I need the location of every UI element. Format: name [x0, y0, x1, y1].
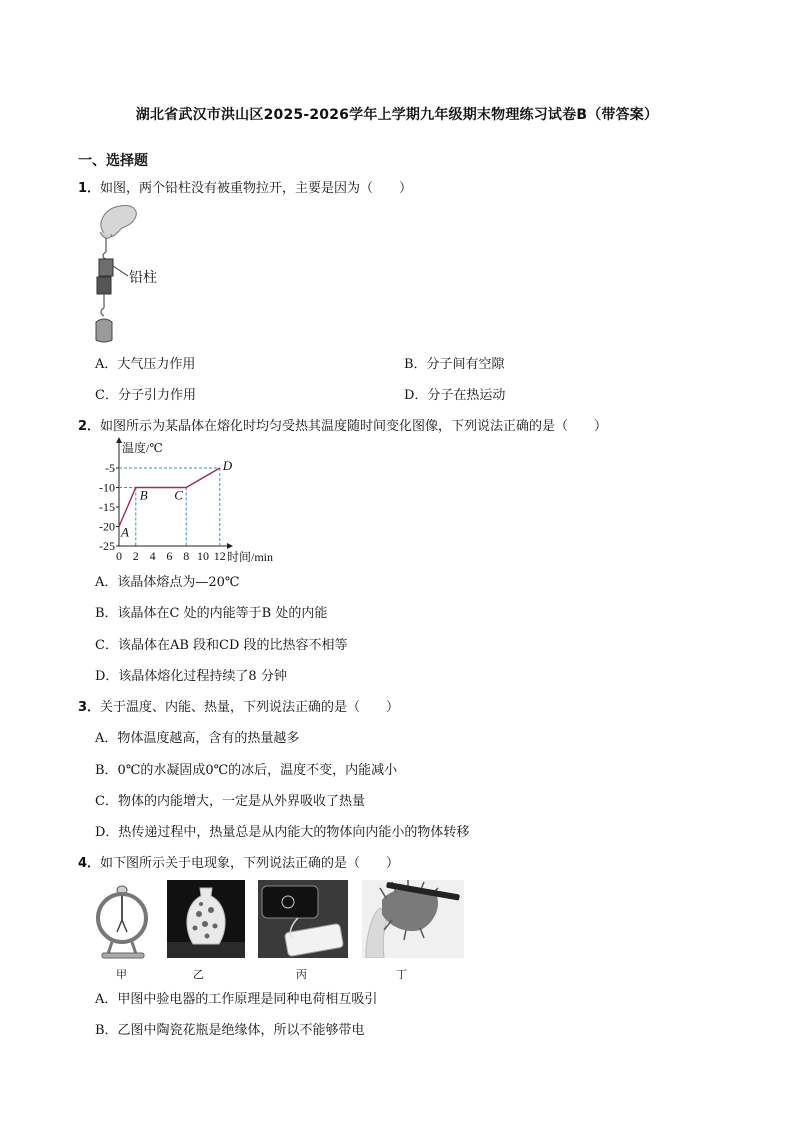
x-tick-label-4: 8 [183, 549, 190, 563]
option-d[interactable]: D．热传递过程中，热量总是从内能大的物体向内能小的物体转移 [95, 825, 470, 840]
section-heading: 一、选择题 [78, 153, 148, 169]
option-b[interactable]: B．乙图中陶瓷花瓶是绝缘体，所以不能够带电 [95, 1023, 365, 1038]
option-a[interactable]: A．物体温度越高，含有的热量越多 [95, 731, 300, 746]
question-4 [78, 852, 399, 871]
caption-ding: 丁 [396, 968, 407, 981]
x-tick-label-2: 4 [149, 549, 156, 563]
question-number: 3． [78, 700, 101, 715]
question-number: 4． [78, 856, 101, 871]
option-b[interactable]: B．0℃的水凝固成0℃的冰后，温度不变，内能减小 [95, 763, 398, 778]
y-tick-label-1: -10 [99, 480, 115, 495]
option-a[interactable]: A．大气压力作用 [95, 357, 196, 372]
porcelain-vase-figure [167, 880, 245, 958]
option-d[interactable]: D．分子在热运动 [404, 388, 506, 403]
electroscope-figure [90, 880, 156, 960]
melting-curve [119, 468, 220, 527]
lower-lead-cylinder [97, 277, 111, 294]
point-label-C: C [174, 487, 183, 503]
upper-lead-cylinder [99, 259, 113, 276]
y-tick-label-4: -25 [99, 539, 115, 553]
x-tick-label-5: 10 [197, 549, 209, 563]
x-tick-label-1: 2 [132, 549, 139, 563]
y-tick-label-3: -20 [99, 519, 115, 534]
question-1 [78, 177, 412, 196]
page-title: 湖北省武汉市洪山区2025-2026学年上学期九年级期末物理练习试卷B（带答案） [135, 107, 659, 123]
caption-jia: 甲 [116, 968, 127, 981]
hand-icon [101, 205, 136, 236]
caption-yi: 乙 [193, 968, 204, 981]
question-2 [78, 415, 607, 434]
question-number: 1． [78, 181, 101, 196]
question-text: 如图所示为某晶体在熔化时均匀受热其温度随时间变化图像，下列说法正确的是（ ） [100, 419, 608, 434]
option-c[interactable]: C．物体的内能增大，一定是从外界吸收了热量 [95, 794, 365, 809]
power-bank-figure [258, 880, 348, 958]
temperature-time-chart [88, 436, 288, 566]
point-label-B: B [139, 487, 148, 503]
option-a[interactable]: A．该晶体熔点为—20℃ [95, 575, 240, 590]
question-3 [78, 696, 399, 715]
lead-cylinder-label: 铅柱 [129, 271, 157, 286]
hair-comb-figure [362, 880, 464, 958]
option-c[interactable]: C．分子引力作用 [95, 388, 196, 403]
option-b[interactable]: B．分子间有空隙 [404, 357, 505, 372]
option-d[interactable]: D．该晶体熔化过程持续了8 分钟 [95, 669, 287, 684]
point-label-D: D [222, 458, 233, 473]
lead-cylinder-figure [88, 200, 178, 345]
y-axis-label: 温度/℃ [122, 441, 163, 455]
x-tick-label-3: 6 [166, 549, 173, 563]
option-a[interactable]: A．甲图中验电器的工作原理是同种电荷相互吸引 [95, 992, 378, 1007]
question-text: 如图，两个铅柱没有被重物拉开，主要是因为（ ） [100, 181, 413, 196]
option-b[interactable]: B．该晶体在C 处的内能等于B 处的内能 [95, 606, 328, 621]
y-tick-label-2: -15 [99, 500, 115, 514]
option-c[interactable]: C．该晶体在AB 段和CD 段的比热容不相等 [95, 638, 348, 653]
x-axis-label: 时间/min [227, 550, 274, 564]
caption-bing: 丙 [296, 968, 307, 981]
question-text: 关于温度、内能、热量，下列说法正确的是（ ） [100, 700, 400, 715]
question-text: 如下图所示关于电现象，下列说法正确的是（ ） [100, 856, 400, 871]
y-tick-label-0: -5 [105, 461, 115, 475]
x-tick-label-0: 0 [116, 549, 122, 563]
weight-icon [96, 319, 112, 342]
question-number: 2． [78, 419, 101, 434]
point-label-A: A [121, 524, 129, 540]
x-tick-label-6: 12 [213, 549, 226, 563]
